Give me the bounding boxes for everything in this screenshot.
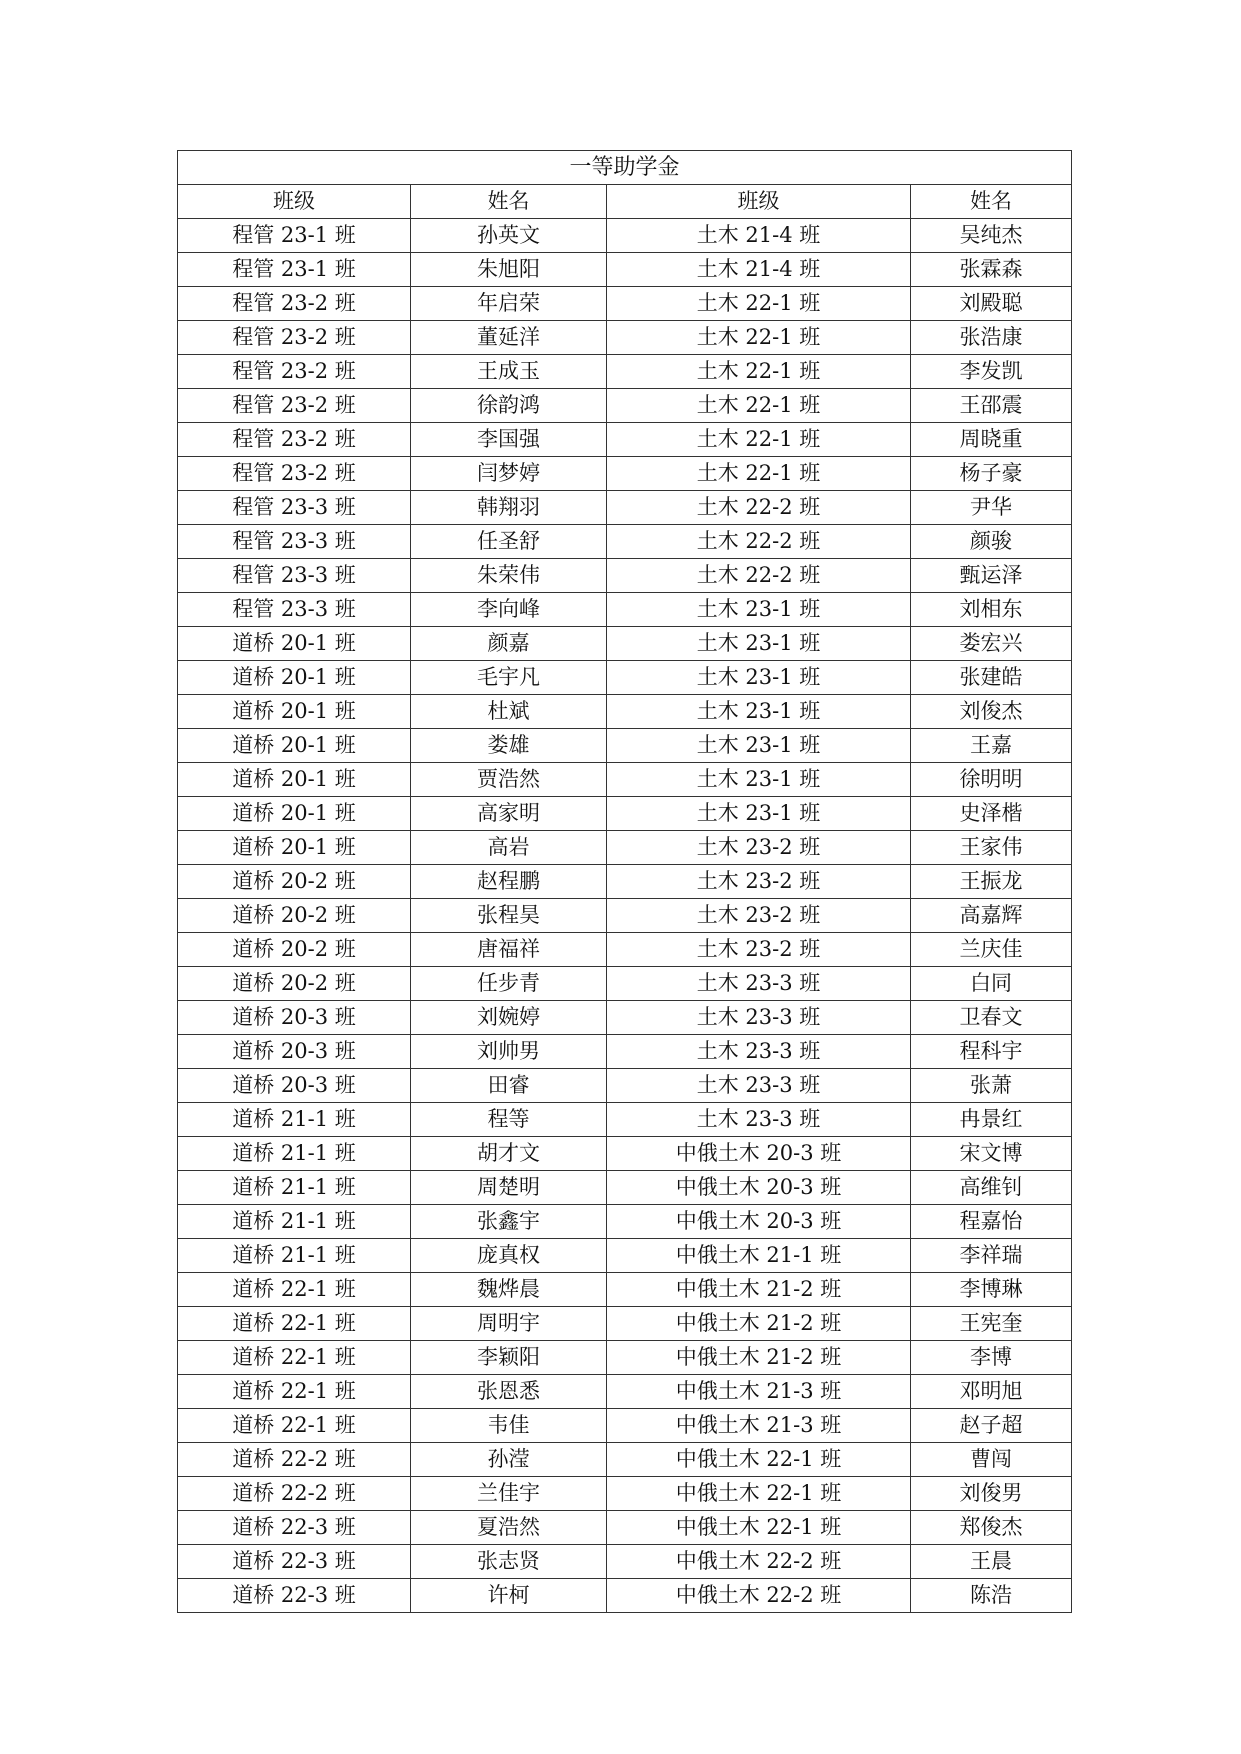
name-cell-right: 李博	[911, 1341, 1072, 1375]
class-cell-left: 程管 23-3 班	[178, 491, 411, 525]
class-cell-left: 程管 23-1 班	[178, 219, 411, 253]
name-cell-right: 周晓重	[911, 423, 1072, 457]
name-cell-left: 董延洋	[411, 321, 607, 355]
class-cell-right: 土木 22-1 班	[607, 423, 911, 457]
class-cell-right: 中俄土木 21-2 班	[607, 1273, 911, 1307]
class-cell-left: 道桥 20-1 班	[178, 729, 411, 763]
class-cell-right: 土木 22-1 班	[607, 321, 911, 355]
name-cell-right: 陈浩	[911, 1579, 1072, 1613]
name-cell-left: 李颖阳	[411, 1341, 607, 1375]
class-cell-left: 程管 23-2 班	[178, 457, 411, 491]
table-row	[178, 1511, 1072, 1545]
name-cell-left: 张鑫宇	[411, 1205, 607, 1239]
name-cell-left: 孙英文	[411, 219, 607, 253]
name-cell-left: 徐韵鸿	[411, 389, 607, 423]
table-row	[178, 219, 1072, 253]
name-cell-right: 李祥瑞	[911, 1239, 1072, 1273]
name-cell-right: 颜骏	[911, 525, 1072, 559]
table-row	[178, 491, 1072, 525]
table-row	[178, 1307, 1072, 1341]
name-cell-right: 王晨	[911, 1545, 1072, 1579]
class-cell-left: 道桥 20-1 班	[178, 831, 411, 865]
table-row	[178, 423, 1072, 457]
name-cell-left: 周楚明	[411, 1171, 607, 1205]
class-cell-right: 土木 23-1 班	[607, 763, 911, 797]
name-cell-right: 高嘉辉	[911, 899, 1072, 933]
class-cell-left: 程管 23-3 班	[178, 593, 411, 627]
name-cell-right: 史泽楷	[911, 797, 1072, 831]
name-cell-right: 白同	[911, 967, 1072, 1001]
class-cell-left: 道桥 21-1 班	[178, 1137, 411, 1171]
table-row	[178, 831, 1072, 865]
table-row	[178, 1477, 1072, 1511]
name-cell-left: 闫梦婷	[411, 457, 607, 491]
name-cell-right: 曹闯	[911, 1443, 1072, 1477]
name-cell-left: 贾浩然	[411, 763, 607, 797]
class-cell-right: 土木 23-3 班	[607, 1001, 911, 1035]
table-row	[178, 1103, 1072, 1137]
class-cell-left: 道桥 22-1 班	[178, 1273, 411, 1307]
class-cell-left: 程管 23-2 班	[178, 423, 411, 457]
class-cell-left: 道桥 21-1 班	[178, 1205, 411, 1239]
name-cell-right: 甄运泽	[911, 559, 1072, 593]
table-row	[178, 1171, 1072, 1205]
name-cell-left: 夏浩然	[411, 1511, 607, 1545]
class-cell-left: 道桥 22-3 班	[178, 1579, 411, 1613]
name-cell-left: 周明宇	[411, 1307, 607, 1341]
name-cell-right: 张浩康	[911, 321, 1072, 355]
class-cell-right: 中俄土木 21-2 班	[607, 1307, 911, 1341]
class-cell-right: 中俄土木 22-1 班	[607, 1511, 911, 1545]
name-cell-right: 张建皓	[911, 661, 1072, 695]
class-cell-left: 道桥 20-3 班	[178, 1069, 411, 1103]
class-cell-left: 程管 23-3 班	[178, 525, 411, 559]
name-cell-left: 毛宇凡	[411, 661, 607, 695]
class-cell-right: 土木 23-1 班	[607, 661, 911, 695]
name-cell-right: 宋文博	[911, 1137, 1072, 1171]
name-cell-left: 任圣舒	[411, 525, 607, 559]
class-cell-left: 道桥 22-1 班	[178, 1409, 411, 1443]
class-cell-left: 道桥 20-1 班	[178, 797, 411, 831]
header-row	[178, 185, 1072, 219]
table-row	[178, 661, 1072, 695]
name-cell-right: 冉景红	[911, 1103, 1072, 1137]
name-cell-right: 王家伟	[911, 831, 1072, 865]
class-cell-left: 道桥 20-1 班	[178, 695, 411, 729]
name-cell-left: 年启荣	[411, 287, 607, 321]
table-row	[178, 1545, 1072, 1579]
class-cell-left: 道桥 20-1 班	[178, 627, 411, 661]
name-cell-left: 朱荣伟	[411, 559, 607, 593]
table-row	[178, 695, 1072, 729]
name-cell-right: 王宪奎	[911, 1307, 1072, 1341]
name-cell-left: 魏烨晨	[411, 1273, 607, 1307]
class-cell-right: 中俄土木 20-3 班	[607, 1137, 911, 1171]
name-cell-left: 韩翔羽	[411, 491, 607, 525]
class-cell-left: 道桥 21-1 班	[178, 1103, 411, 1137]
class-cell-right: 中俄土木 22-1 班	[607, 1443, 911, 1477]
table-row	[178, 1409, 1072, 1443]
name-cell-right: 杨子豪	[911, 457, 1072, 491]
class-cell-left: 道桥 20-2 班	[178, 967, 411, 1001]
class-cell-right: 土木 23-2 班	[607, 933, 911, 967]
name-cell-left: 李国强	[411, 423, 607, 457]
name-cell-right: 程科宇	[911, 1035, 1072, 1069]
class-cell-left: 道桥 22-1 班	[178, 1341, 411, 1375]
name-cell-right: 吴纯杰	[911, 219, 1072, 253]
table-row	[178, 1443, 1072, 1477]
class-cell-right: 中俄土木 22-2 班	[607, 1545, 911, 1579]
title-row	[178, 151, 1072, 185]
table-row	[178, 253, 1072, 287]
class-cell-right: 土木 21-4 班	[607, 253, 911, 287]
table-row	[178, 933, 1072, 967]
name-cell-left: 颜嘉	[411, 627, 607, 661]
table-row	[178, 1035, 1072, 1069]
name-cell-left: 娄雄	[411, 729, 607, 763]
table-row	[178, 1579, 1072, 1613]
class-cell-right: 中俄土木 20-3 班	[607, 1171, 911, 1205]
name-cell-right: 张霖森	[911, 253, 1072, 287]
class-cell-right: 中俄土木 21-3 班	[607, 1375, 911, 1409]
class-cell-left: 程管 23-2 班	[178, 287, 411, 321]
class-cell-right: 土木 22-1 班	[607, 389, 911, 423]
name-cell-left: 兰佳宇	[411, 1477, 607, 1511]
class-cell-left: 道桥 20-1 班	[178, 763, 411, 797]
class-cell-left: 程管 23-3 班	[178, 559, 411, 593]
class-cell-right: 土木 23-3 班	[607, 1035, 911, 1069]
name-cell-left: 李向峰	[411, 593, 607, 627]
document-sheet	[177, 150, 1071, 1613]
name-cell-right: 刘殿聪	[911, 287, 1072, 321]
name-cell-right: 邓明旭	[911, 1375, 1072, 1409]
name-cell-left: 张恩悉	[411, 1375, 607, 1409]
table-row	[178, 525, 1072, 559]
name-cell-left: 朱旭阳	[411, 253, 607, 287]
name-cell-right: 兰庆佳	[911, 933, 1072, 967]
class-cell-right: 中俄土木 20-3 班	[607, 1205, 911, 1239]
table-row	[178, 1069, 1072, 1103]
name-cell-left: 张程昊	[411, 899, 607, 933]
table-row	[178, 1273, 1072, 1307]
name-cell-right: 赵子超	[911, 1409, 1072, 1443]
table-row	[178, 729, 1072, 763]
class-cell-right: 土木 22-2 班	[607, 559, 911, 593]
name-cell-right: 王振龙	[911, 865, 1072, 899]
table-row	[178, 1375, 1072, 1409]
class-cell-left: 道桥 20-2 班	[178, 865, 411, 899]
class-cell-right: 土木 22-1 班	[607, 287, 911, 321]
name-cell-right: 徐明明	[911, 763, 1072, 797]
header-class-1: 班级	[178, 185, 411, 219]
name-cell-left: 唐福祥	[411, 933, 607, 967]
class-cell-right: 土木 23-1 班	[607, 695, 911, 729]
table-row	[178, 1137, 1072, 1171]
class-cell-left: 道桥 22-1 班	[178, 1375, 411, 1409]
class-cell-right: 中俄土木 22-2 班	[607, 1579, 911, 1613]
name-cell-right: 娄宏兴	[911, 627, 1072, 661]
class-cell-right: 中俄土木 21-2 班	[607, 1341, 911, 1375]
table-row	[178, 627, 1072, 661]
name-cell-left: 孙滢	[411, 1443, 607, 1477]
class-cell-right: 土木 23-1 班	[607, 593, 911, 627]
table-row	[178, 763, 1072, 797]
name-cell-right: 刘俊杰	[911, 695, 1072, 729]
class-cell-right: 土木 23-1 班	[607, 729, 911, 763]
name-cell-left: 许柯	[411, 1579, 607, 1613]
table-row	[178, 355, 1072, 389]
class-cell-left: 程管 23-2 班	[178, 321, 411, 355]
name-cell-left: 庞真权	[411, 1239, 607, 1273]
name-cell-left: 杜斌	[411, 695, 607, 729]
table-row	[178, 865, 1072, 899]
name-cell-right: 李发凯	[911, 355, 1072, 389]
class-cell-right: 土木 21-4 班	[607, 219, 911, 253]
class-cell-left: 道桥 22-3 班	[178, 1511, 411, 1545]
table-row	[178, 1001, 1072, 1035]
class-cell-left: 道桥 21-1 班	[178, 1239, 411, 1273]
name-cell-left: 任步青	[411, 967, 607, 1001]
name-cell-right: 卫春文	[911, 1001, 1072, 1035]
table-row	[178, 321, 1072, 355]
class-cell-left: 道桥 21-1 班	[178, 1171, 411, 1205]
class-cell-left: 程管 23-1 班	[178, 253, 411, 287]
class-cell-left: 道桥 22-3 班	[178, 1545, 411, 1579]
table-row	[178, 593, 1072, 627]
class-cell-right: 土木 22-1 班	[607, 457, 911, 491]
table-row	[178, 1239, 1072, 1273]
class-cell-right: 土木 23-1 班	[607, 797, 911, 831]
class-cell-right: 土木 23-3 班	[607, 1069, 911, 1103]
name-cell-left: 刘婉婷	[411, 1001, 607, 1035]
class-cell-left: 程管 23-2 班	[178, 355, 411, 389]
class-cell-left: 道桥 20-3 班	[178, 1001, 411, 1035]
name-cell-right: 张萧	[911, 1069, 1072, 1103]
name-cell-right: 郑俊杰	[911, 1511, 1072, 1545]
name-cell-right: 李博琳	[911, 1273, 1072, 1307]
grant-table	[177, 150, 1072, 1613]
class-cell-left: 道桥 20-2 班	[178, 933, 411, 967]
class-cell-right: 土木 22-1 班	[607, 355, 911, 389]
class-cell-left: 道桥 20-1 班	[178, 661, 411, 695]
class-cell-right: 土木 23-2 班	[607, 865, 911, 899]
class-cell-left: 道桥 22-1 班	[178, 1307, 411, 1341]
name-cell-left: 韦佳	[411, 1409, 607, 1443]
name-cell-left: 田睿	[411, 1069, 607, 1103]
table-body	[178, 219, 1072, 1613]
table-title: 一等助学金	[178, 151, 1072, 185]
table-row	[178, 797, 1072, 831]
table-row	[178, 457, 1072, 491]
class-cell-left: 程管 23-2 班	[178, 389, 411, 423]
class-cell-right: 土木 23-2 班	[607, 899, 911, 933]
table-row	[178, 559, 1072, 593]
class-cell-right: 中俄土木 22-1 班	[607, 1477, 911, 1511]
name-cell-right: 刘俊男	[911, 1477, 1072, 1511]
table-row	[178, 389, 1072, 423]
class-cell-left: 道桥 22-2 班	[178, 1443, 411, 1477]
class-cell-right: 土木 23-1 班	[607, 627, 911, 661]
class-cell-right: 中俄土木 21-1 班	[607, 1239, 911, 1273]
name-cell-left: 赵程鹏	[411, 865, 607, 899]
name-cell-left: 程等	[411, 1103, 607, 1137]
name-cell-left: 王成玉	[411, 355, 607, 389]
name-cell-left: 张志贤	[411, 1545, 607, 1579]
class-cell-left: 道桥 20-2 班	[178, 899, 411, 933]
name-cell-left: 高岩	[411, 831, 607, 865]
class-cell-right: 土木 22-2 班	[607, 491, 911, 525]
table-row	[178, 899, 1072, 933]
name-cell-right: 王嘉	[911, 729, 1072, 763]
name-cell-right: 刘相东	[911, 593, 1072, 627]
class-cell-right: 土木 23-2 班	[607, 831, 911, 865]
header-name-2: 姓名	[911, 185, 1072, 219]
name-cell-right: 程嘉怡	[911, 1205, 1072, 1239]
class-cell-left: 道桥 22-2 班	[178, 1477, 411, 1511]
class-cell-left: 道桥 20-3 班	[178, 1035, 411, 1069]
class-cell-right: 土木 22-2 班	[607, 525, 911, 559]
table-row	[178, 1205, 1072, 1239]
name-cell-right: 高维钊	[911, 1171, 1072, 1205]
name-cell-right: 王邵震	[911, 389, 1072, 423]
header-class-2: 班级	[607, 185, 911, 219]
name-cell-left: 高家明	[411, 797, 607, 831]
name-cell-right: 尹华	[911, 491, 1072, 525]
name-cell-left: 刘帅男	[411, 1035, 607, 1069]
table-row	[178, 287, 1072, 321]
class-cell-right: 土木 23-3 班	[607, 967, 911, 1001]
name-cell-left: 胡才文	[411, 1137, 607, 1171]
table-row	[178, 1341, 1072, 1375]
class-cell-right: 中俄土木 21-3 班	[607, 1409, 911, 1443]
table-row	[178, 967, 1072, 1001]
class-cell-right: 土木 23-3 班	[607, 1103, 911, 1137]
header-name-1: 姓名	[411, 185, 607, 219]
